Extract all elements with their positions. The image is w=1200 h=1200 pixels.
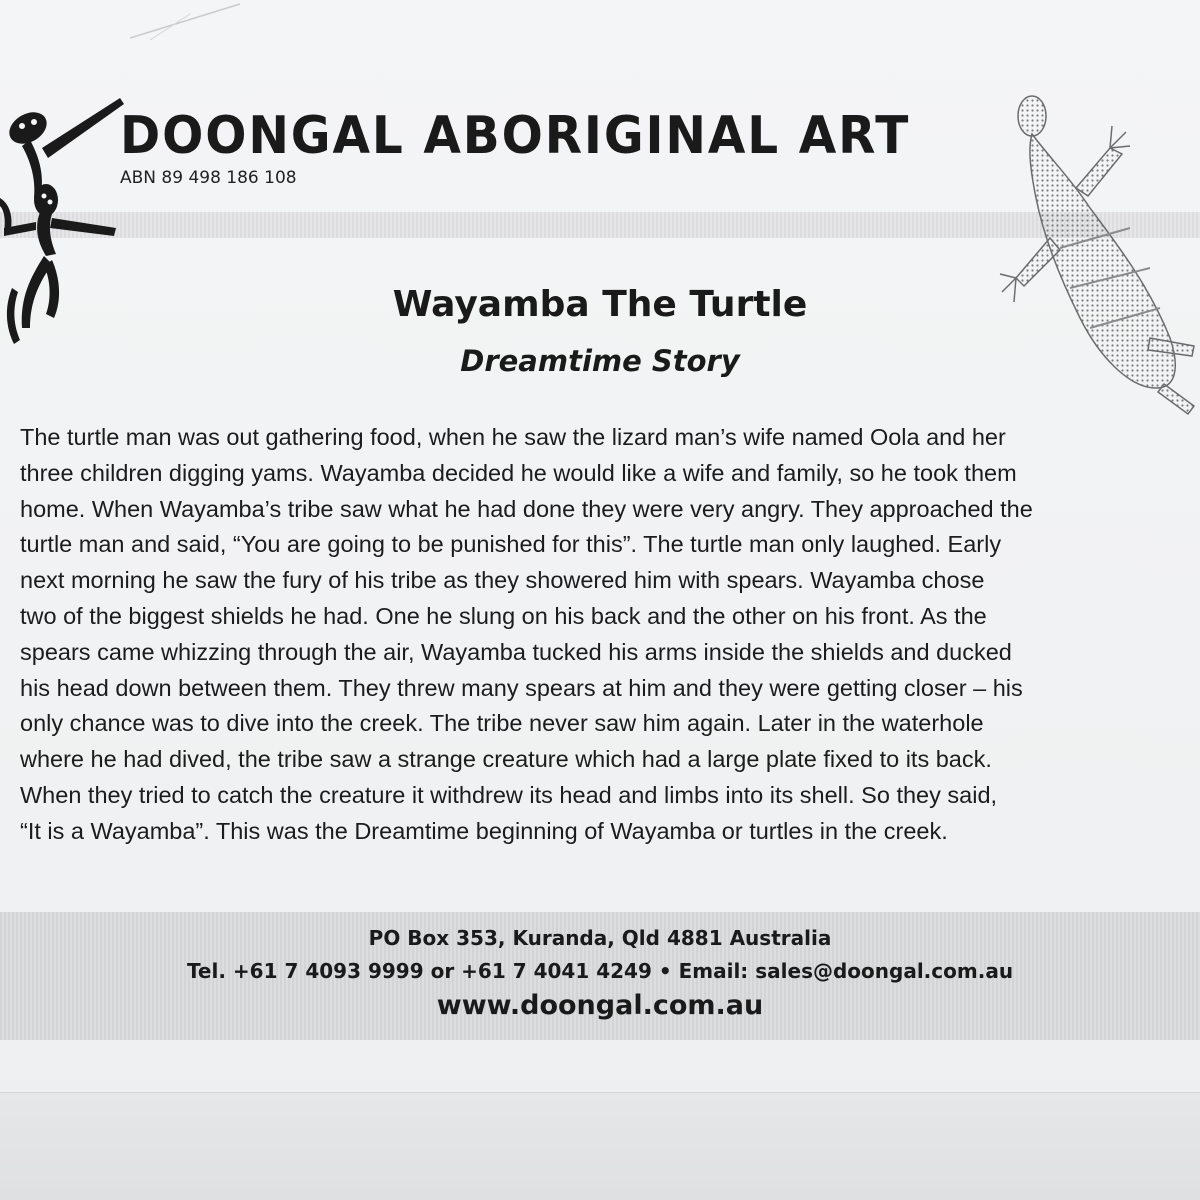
story-line: only chance was to dive into the creek. The tribe never saw him again. Later in the waterhole	[20, 710, 984, 737]
brand-title: DOONGAL ABORIGINAL ART	[120, 106, 911, 166]
story-line: where he had dived, the tribe saw a strange creature which had a large plate fixed to its back.	[20, 746, 992, 773]
story-line: his head down between them. They threw many spears at him and they were getting closer – his	[20, 674, 1023, 701]
story-line: When they tried to catch the creature it withdrew its head and limbs into its shell. So they said,	[20, 781, 998, 808]
story-line: “It is a Wayamba”. This was the Dreamtime beginning of Wayamba or turtles in the creek.	[20, 817, 948, 844]
abn-number: ABN 89 498 186 108	[120, 168, 297, 188]
story-line: home. When Wayamba’s tribe saw what he had done they were very angry. They approached the	[20, 495, 1033, 522]
story-line: The turtle man was out gathering food, when he saw the lizard man’s wife named Oola and her	[20, 424, 1006, 450]
footer-website: www.doongal.com.au	[436, 990, 764, 1021]
footer-contact: Tel. +61 7 4093 9999 or +61 7 4041 4249 • Email: sales@doongal.com.au	[186, 959, 1014, 983]
story-subtitle: Dreamtime Story	[460, 344, 740, 378]
story-line: two of the biggest shields he had. One he slung on his back and the other on his front. As the	[20, 602, 987, 629]
table-surface	[0, 1092, 1200, 1200]
story-line: three children digging yams. Wayamba decided he would like a wife and family, so he took them	[20, 459, 1017, 486]
paper-crease	[130, 0, 250, 40]
story-line: next morning he saw the fury of his tribe as they showered him with spears. Wayamba chose	[20, 567, 985, 594]
story-line: turtle man and said, “You are going to be punished for this”. The turtle man only laughed. Early	[20, 531, 1002, 558]
story-body	[20, 420, 1180, 850]
footer-address: PO Box 353, Kuranda, Qld 4881 Australia	[368, 926, 832, 950]
story-line: spears came whizzing through the air, Wayamba tucked his arms inside the shields and ducked	[20, 638, 1012, 665]
story-title: Wayamba The Turtle	[392, 284, 808, 325]
